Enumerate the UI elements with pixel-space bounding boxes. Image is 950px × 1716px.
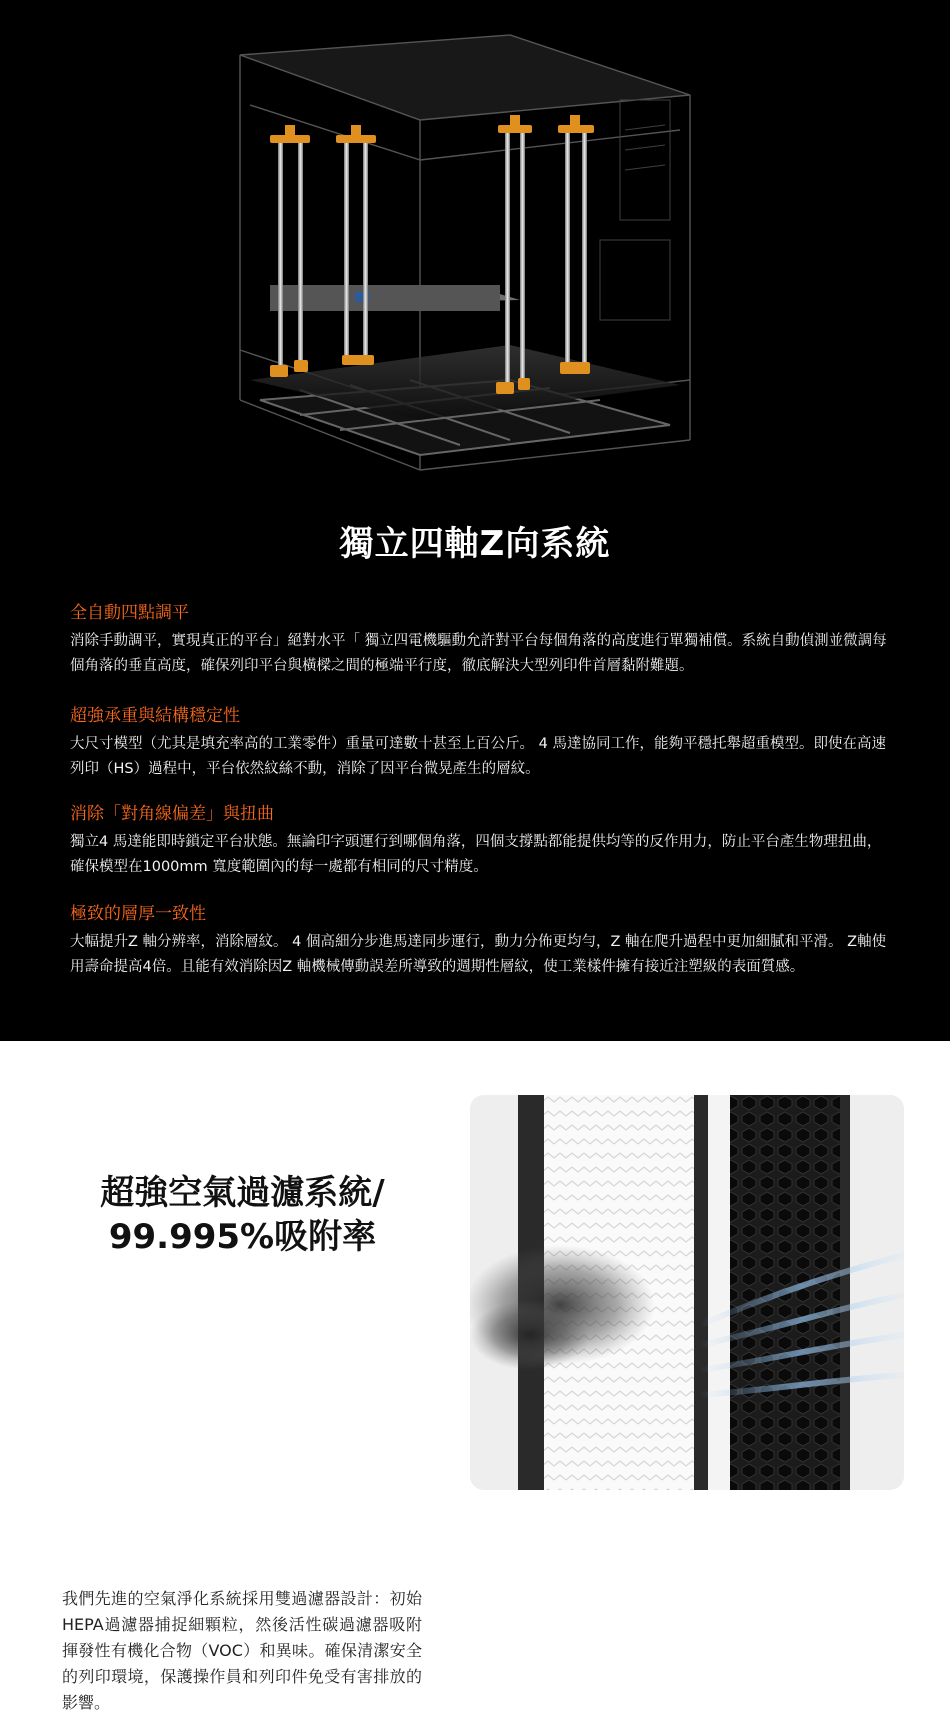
air-filter-illustration <box>470 1095 904 1490</box>
printer-z-axis-illustration <box>220 0 710 500</box>
feature-heading: 消除「對角線偏差」與扭曲 <box>70 804 274 824</box>
air-filter-description: 我們先進的空氣淨化系統採用雙過濾器設計：初始HEPA過濾器捕捉細顆粒，然後活性碳過濾器吸附揮發性有機化合物（VOC）和異味。確保清潔安全的列印環境，保護操作員和列印件免受有害排放的影響。 <box>62 1589 422 1712</box>
feature-body: 大尺寸模型（尤其是填充率高的工業零件）重量可達數十甚至上百公斤。 4 馬達協同工作，能夠平穩托舉超重模型。即使在高速列印（HS）過程中，平台依然紋絲不動，消除了因平台微晃產生的層紋。 <box>70 736 886 777</box>
feature-heading: 超強承重與結構穩定性 <box>70 706 240 726</box>
air-filter-title <box>60 1171 425 1259</box>
z-axis-rods <box>278 130 587 390</box>
feature-auto-leveling <box>70 598 890 679</box>
feature-body: 獨立4 馬達能即時鎖定平台狀態。無論印字頭運行到哪個角落，四個支撐點都能提供均等的反作用力，防止平台產生物理扭曲，確保模型在1000mm 寬度範圍內的每一處都有相同的尺寸精度。 <box>70 834 882 875</box>
feature-heading: 全自動四點調平 <box>70 603 189 623</box>
feature-body: 消除手動調平，實現真正的平台」絕對水平「 獨立四電機驅動允許對平台每個角落的高度進行單獨補償。系統自動偵測並微調每個角落的垂直高度，確保列印平台與橫樑之間的極端平行度，徹底解決大型列印件首層黏附難題。 <box>70 633 887 674</box>
feature-heading: 極致的層厚一致性 <box>70 904 206 924</box>
feature-layer-consistency <box>70 899 890 980</box>
feature-diagonal-deviation <box>70 799 890 880</box>
feature-body: 大幅提升Z 軸分辨率，消除層紋。 4 個高細分步進馬達同步運行，動力分佈更均勻，Z 軸在爬升過程中更加細膩和平滑。 Z軸使用壽命提高4倍。且能有效消除因Z 軸機械傳動誤差所導致的週期性層紋，使工業樣件擁有接近注塑級的表面質感。 <box>70 934 887 975</box>
brass-fittings <box>270 115 594 394</box>
air-filter-title-line2: 99.995%吸附率 <box>108 1217 377 1257</box>
section-title: 獨立四軸Z向系統 <box>339 524 611 564</box>
feature-load-stability <box>70 701 890 782</box>
air-filter-title-line1: 超強空氣過濾系統/ <box>100 1173 385 1213</box>
build-plate <box>270 285 520 311</box>
